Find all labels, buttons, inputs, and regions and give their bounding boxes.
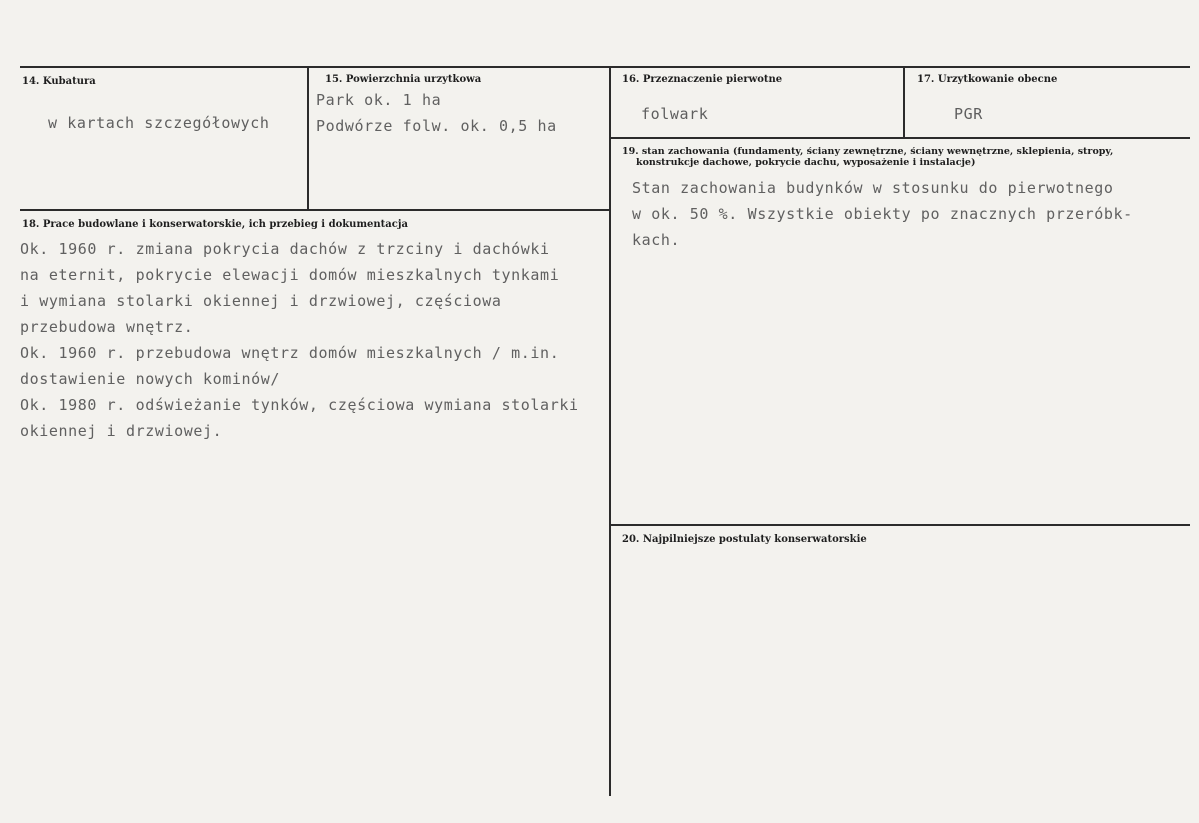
divider-main (609, 66, 611, 796)
field-18-line: Ok. 1960 r. przebudowa wnętrz domów mieszkalnych / m.in. (20, 344, 560, 362)
field-17-value: PGR (954, 105, 983, 123)
rule-under-19 (610, 524, 1190, 526)
divider-16-17 (903, 66, 905, 138)
field-19-value (632, 175, 1133, 253)
field-15-label: 15. Powierzchnia urzytkowa (325, 74, 482, 85)
rule-under-16-17 (610, 137, 1190, 139)
field-14-label: 14. Kubatura (22, 76, 96, 87)
top-rule (20, 66, 1190, 68)
field-19-label: 19. stan zachowania (fundamenty, ściany zewnętrzne, ściany wewnętrzne, sklepienia, stropy, (622, 146, 1114, 157)
rule-under-14-15 (20, 209, 610, 211)
field-19-line: Stan zachowania budynków w stosunku do pierwotnego (632, 179, 1114, 197)
field-18-line: przebudowa wnętrz. (20, 318, 194, 336)
divider-14-15 (307, 66, 309, 210)
field-19-line: kach. (632, 231, 681, 249)
field-16-value: folwark (641, 105, 709, 123)
field-16-label: 16. Przeznaczenie pierwotne (622, 74, 783, 85)
field-15-line: Podwórze folw. ok. 0,5 ha (316, 117, 557, 135)
field-19-label-cont: konstrukcje dachowe, pokrycie dachu, wyposażenie i instalacje) (636, 157, 976, 168)
field-18-line: okiennej i drzwiowej. (20, 422, 223, 440)
field-14-value: w kartach szczegółowych (48, 114, 270, 132)
field-15-line: Park ok. 1 ha (316, 91, 442, 109)
field-15-value (316, 87, 557, 139)
field-19-line: w ok. 50 %. Wszystkie obiekty po znacznych przeróbk- (632, 205, 1133, 223)
field-20-label: 20. Najpilniejsze postulaty konserwatorskie (622, 534, 867, 545)
field-18-line: na eternit, pokrycie elewacji domów mieszkalnych tynkami (20, 266, 560, 284)
field-18-label: 18. Prace budowlane i konserwatorskie, ich przebieg i dokumentacja (22, 219, 408, 230)
field-18-line: dostawienie nowych kominów/ (20, 370, 281, 388)
field-18-line: Ok. 1980 r. odświeżanie tynków, częściowa wymiana stolarki (20, 396, 579, 414)
field-18-value (20, 236, 579, 444)
field-18-line: Ok. 1960 r. zmiana pokrycia dachów z trzciny i dachówki (20, 240, 550, 258)
field-17-label: 17. Urzytkowanie obecne (917, 74, 1058, 85)
field-18-line: i wymiana stolarki okiennej i drzwiowej, częściowa (20, 292, 502, 310)
